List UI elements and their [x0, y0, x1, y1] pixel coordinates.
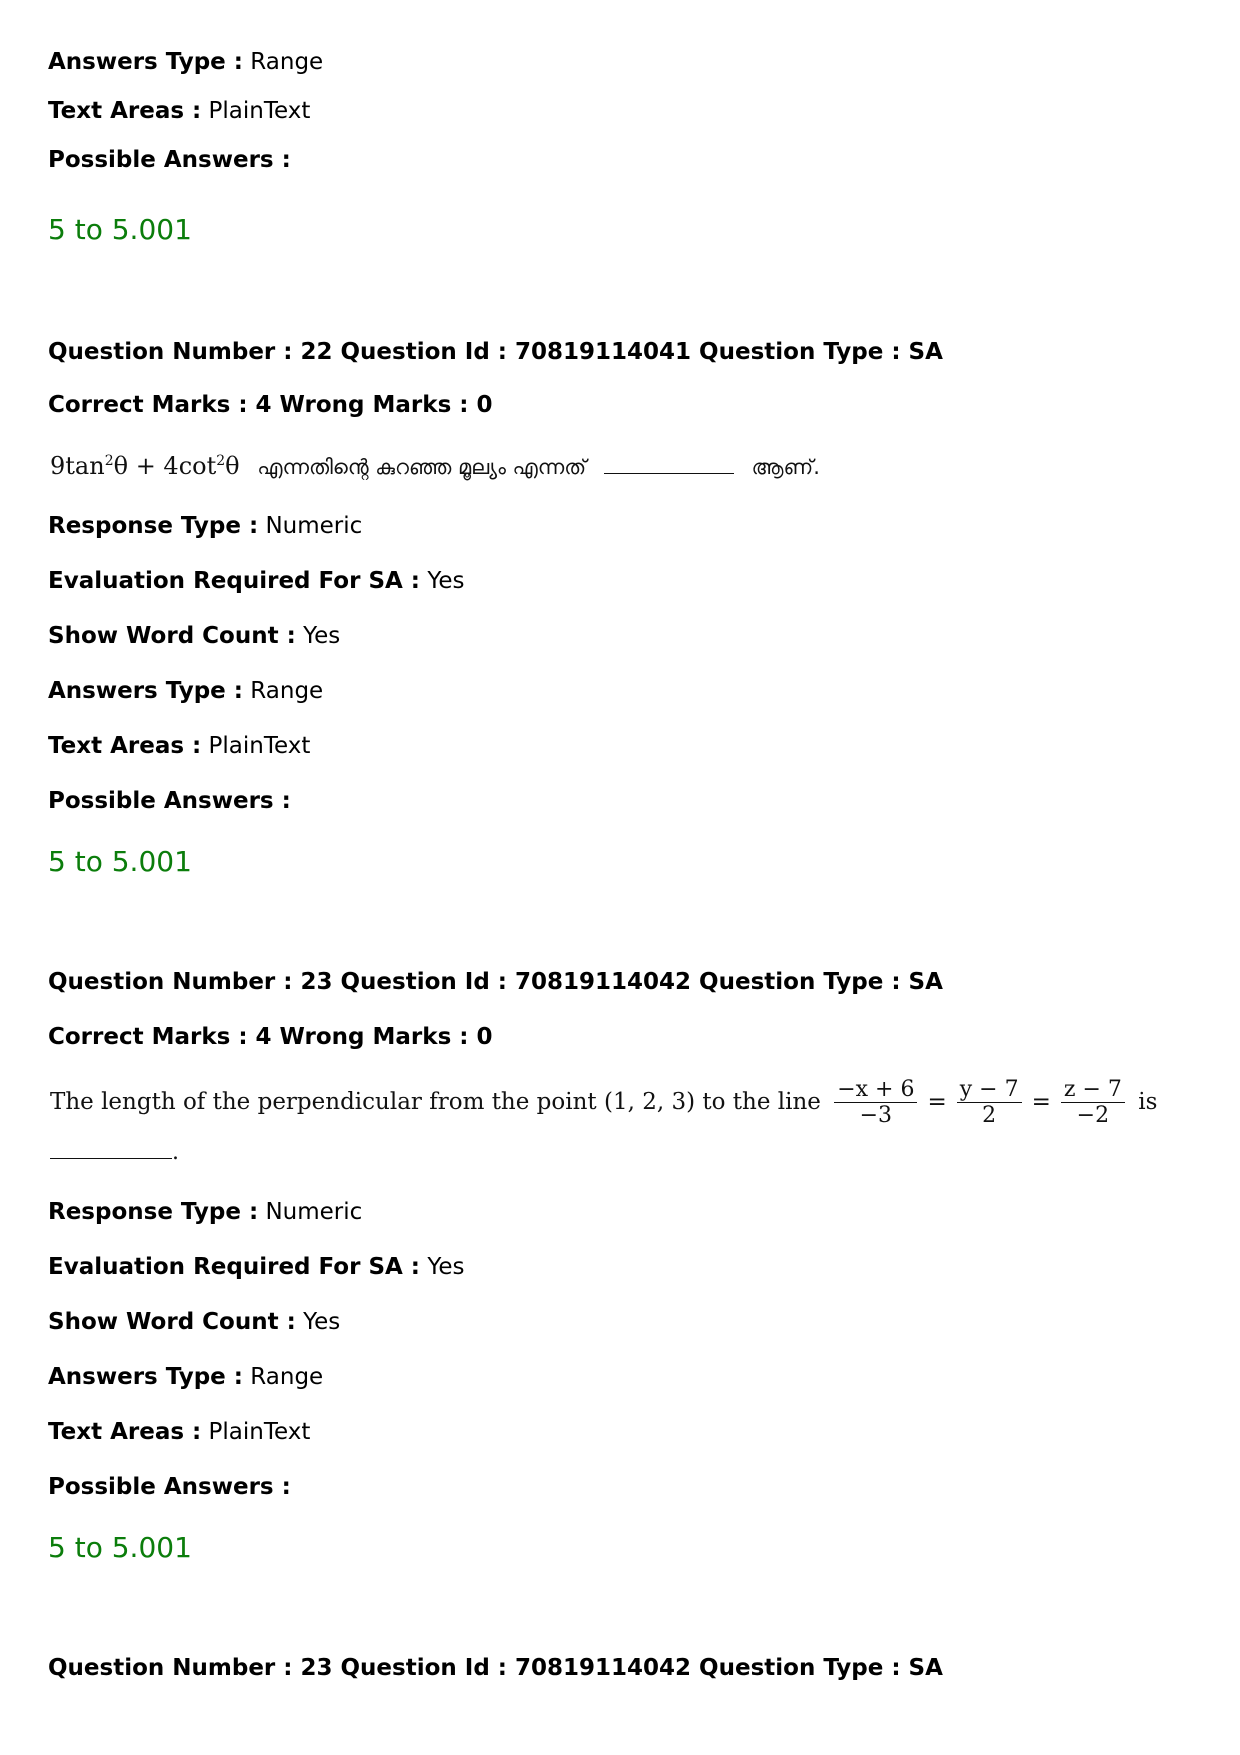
possible-answers-label: Possible Answers : [48, 1474, 291, 1500]
answer-blank-line: . [50, 1140, 179, 1166]
evaluation-row: Evaluation Required For SA : Yes [48, 568, 465, 594]
question-text: The length of the perpendicular from the point (1, 2, 3) to the line $\frac{-x + 6}{-3}$ = $\frac{y - 7}{2}$ = $\frac{z - 7}{-2}$ is [50, 1076, 1158, 1128]
question-header: Question Number : 23 Question Id : 70819114042 Question Type : SA [48, 1655, 943, 1681]
fraction: $\frac{-x + 6}{-3}$ [834, 1078, 917, 1129]
response-type-row: Response Type : Numeric [48, 513, 363, 539]
text-areas-row: Text Areas : PlainText [48, 733, 311, 759]
evaluation-row: Evaluation Required For SA : Yes [48, 1254, 465, 1280]
question-header: Question Number : 22 Question Id : 70819114041 Question Type : SA [48, 339, 943, 365]
fraction: $\frac{y - 7}{2}$ [957, 1078, 1022, 1129]
answer-blank [604, 455, 734, 474]
answer-blank [50, 1140, 172, 1159]
question-header: Question Number : 23 Question Id : 70819114042 Question Type : SA [48, 969, 943, 995]
word-count-row: Show Word Count : Yes [48, 623, 341, 649]
text-areas-row: Text Areas : PlainText [48, 1419, 311, 1445]
word-count-row: Show Word Count : Yes [48, 1309, 341, 1335]
possible-answers-value: 5 to 5.001 [48, 213, 192, 246]
question-text: $9\tan^2\theta + 4\cot^2\theta$ എന്നതിന്റെ കുറഞ്ഞ മൂല്യം എന്നത് ആണ്. [50, 452, 820, 480]
possible-answers-label: Possible Answers : [48, 147, 291, 173]
text-areas-row: Text Areas : PlainText [48, 98, 311, 124]
answers-type-row: Answers Type : Range [48, 1364, 324, 1390]
answers-type-row: Answers Type : Range [48, 678, 324, 704]
answers-type-row: Answers Type : Range [48, 49, 324, 75]
marks-row: Correct Marks : 4 Wrong Marks : 0 [48, 392, 493, 418]
possible-answers-value: 5 to 5.001 [48, 1531, 192, 1564]
marks-row: Correct Marks : 4 Wrong Marks : 0 [48, 1024, 493, 1050]
fraction: $\frac{z - 7}{-2}$ [1061, 1078, 1125, 1129]
response-type-row: Response Type : Numeric [48, 1199, 363, 1225]
possible-answers-value: 5 to 5.001 [48, 845, 192, 878]
possible-answers-label: Possible Answers : [48, 788, 291, 814]
